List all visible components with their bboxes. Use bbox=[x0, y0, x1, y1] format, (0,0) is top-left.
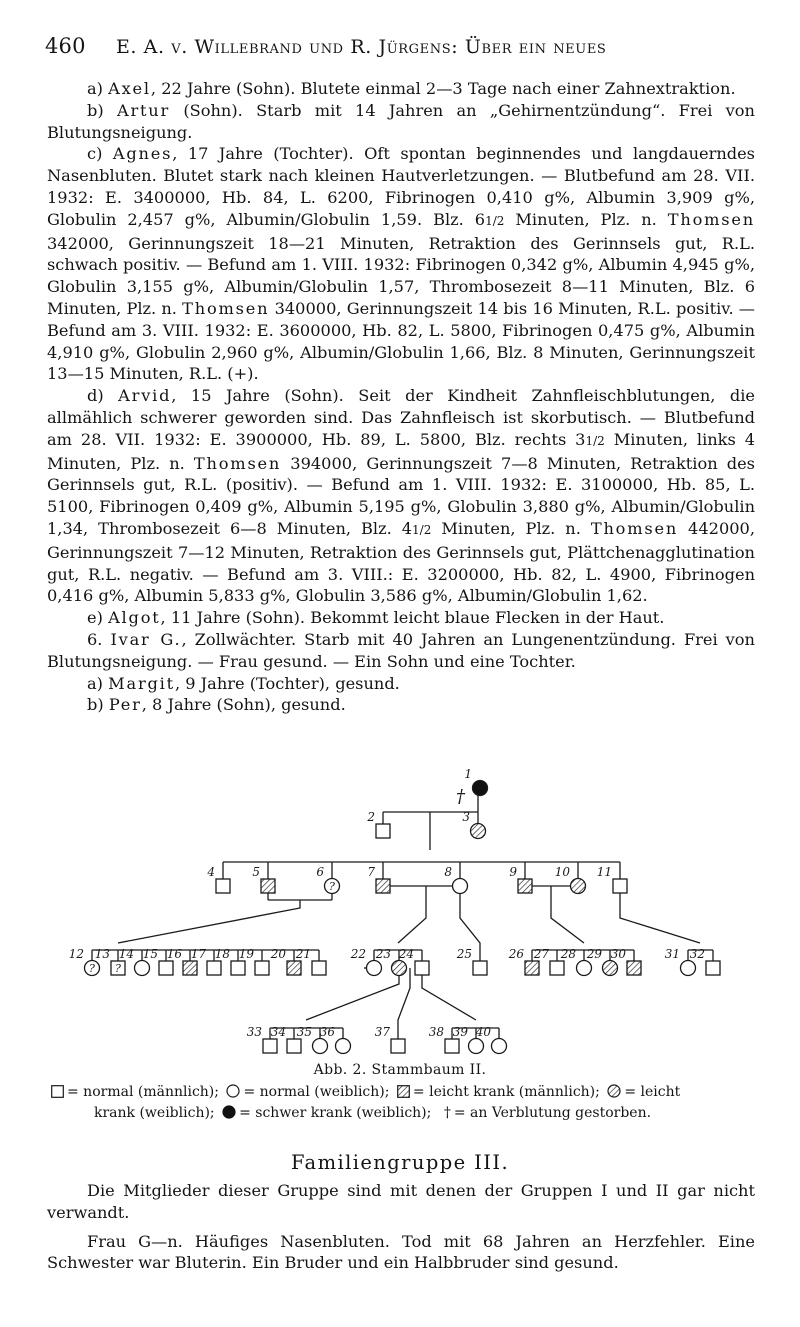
pedigree-number: 11 bbox=[596, 865, 612, 879]
pedigree-figure bbox=[40, 758, 760, 1078]
pedigree-number: 29 bbox=[586, 947, 602, 961]
person-17-male-square bbox=[207, 961, 221, 975]
person-22-female-circle bbox=[367, 961, 382, 976]
question-mark-glyph: ? bbox=[115, 962, 121, 975]
person-name: Ivar G. bbox=[110, 629, 182, 649]
entry-artur: b) Artur (Sohn). Starb mit 14 Jahren an „Gehirnentzündung“. Frei von Blutungsneigung. bbox=[47, 100, 755, 142]
case-entries bbox=[47, 78, 755, 716]
pedigree-number: 28 bbox=[560, 947, 576, 961]
section-title: Familiengruppe III. bbox=[290, 1151, 510, 1174]
pedigree-number: 10 bbox=[554, 865, 570, 879]
person-28-female-circle bbox=[577, 961, 592, 976]
person-21-male-square bbox=[312, 961, 326, 975]
person-37-male-square bbox=[391, 1039, 405, 1053]
dagger-icon: † bbox=[456, 786, 465, 807]
pedigree-line bbox=[398, 886, 426, 943]
pedigree-number: 6 bbox=[316, 865, 324, 879]
person-name: Agnes bbox=[112, 144, 173, 164]
pedigree-number: 23 bbox=[375, 947, 391, 961]
pedigree-number: 7 bbox=[367, 865, 375, 879]
entry-ivar: 6. Ivar G., Zollwächter. Starb mit 40 Jahren an Lungenentzündung. Frei von Blutungsneigung. — Frau gesund. — Ein Sohn und eine Tochter. bbox=[47, 629, 755, 671]
light-male-symbol bbox=[397, 1085, 410, 1098]
legend-light-female-cont: krank (weiblich); bbox=[94, 1105, 215, 1121]
person-23-female-circle bbox=[392, 961, 407, 976]
pedigree-number: 3 bbox=[462, 810, 470, 824]
pedigree-number: 4 bbox=[207, 865, 215, 879]
person-29-female-circle bbox=[603, 961, 618, 976]
person-19-male-square bbox=[255, 961, 269, 975]
person-4-male-square bbox=[216, 879, 230, 893]
pedigree-number: 14 bbox=[118, 947, 134, 961]
section-body bbox=[47, 1180, 755, 1274]
legend-light-male: = leicht krank (männlich); bbox=[412, 1084, 600, 1100]
person-14-female-circle bbox=[135, 961, 150, 976]
pedigree-number: 13 bbox=[94, 947, 110, 961]
pedigree-number: 8 bbox=[444, 865, 452, 879]
pedigree-number: 26 bbox=[508, 947, 524, 961]
pedigree-number: 37 bbox=[374, 1025, 390, 1039]
pedigree-number: 15 bbox=[142, 947, 158, 961]
person-3-female-circle bbox=[471, 824, 486, 839]
legend-severe-female: = schwer krank (weiblich); bbox=[239, 1105, 432, 1121]
pedigree-number: 18 bbox=[214, 947, 230, 961]
person-32-male-square bbox=[706, 961, 720, 975]
pedigree-number: 27 bbox=[533, 947, 549, 961]
pedigree-line bbox=[422, 975, 476, 1020]
normal-male-symbol bbox=[51, 1085, 64, 1098]
pedigree-number: 22 bbox=[350, 947, 366, 961]
pedigree-number: 35 bbox=[296, 1025, 312, 1039]
pedigree-number: 33 bbox=[246, 1025, 262, 1039]
person-35-female-circle bbox=[313, 1039, 328, 1054]
person-15-male-square bbox=[159, 961, 173, 975]
entry-margit: a) Margit, 9 Jahre (Tochter), gesund. bbox=[87, 673, 400, 693]
figure-legend bbox=[48, 1082, 760, 1124]
pedigree-line bbox=[306, 975, 399, 1020]
pedigree-number: 1 bbox=[464, 767, 472, 781]
person-7-male-square bbox=[376, 879, 390, 893]
pedigree-line bbox=[620, 893, 700, 943]
person-30-male-square bbox=[627, 961, 641, 975]
person-33-male-square bbox=[263, 1039, 277, 1053]
pedigree-number: 36 bbox=[319, 1025, 335, 1039]
running-title: E. A. v. Willebrand und R. Jürgens: Über ein neues bbox=[115, 36, 607, 58]
person-2-male-square bbox=[376, 824, 390, 838]
person-40-female-circle bbox=[492, 1039, 507, 1054]
section-paragraph: Frau G—n. Häufiges Nasenbluten. Tod mit 68 Jahren an Herzfehler. Eine Schwester war Bluterin. Ein Bruder und ein Halbbruder sind gesund. bbox=[47, 1231, 755, 1273]
pedigree-line bbox=[551, 886, 584, 943]
legend-normal-female: = normal (weiblich); bbox=[243, 1084, 390, 1100]
person-name: Algot bbox=[108, 608, 161, 628]
pedigree-line bbox=[398, 968, 410, 1039]
person-36-female-circle bbox=[336, 1039, 351, 1054]
legend-bled-to-death: = an Verblutung gestorben. bbox=[453, 1105, 652, 1121]
person-8-female-circle bbox=[453, 879, 468, 894]
person-9-male-square bbox=[518, 879, 532, 893]
pedigree-number: 31 bbox=[664, 947, 680, 961]
person-24-male-square bbox=[415, 961, 429, 975]
person-27-male-square bbox=[550, 961, 564, 975]
person-18-male-square bbox=[231, 961, 245, 975]
pedigree-line bbox=[118, 900, 300, 943]
pedigree-number: 9 bbox=[509, 865, 517, 879]
pedigree-number: 19 bbox=[238, 947, 254, 961]
entry-agnes: c) Agnes, 17 Jahre (Tochter). Oft spontan beginnendes und langdauerndes Nasenbluten. Blutet stark nach kleinen Hautverletzungen. — Blutbefund am 28. VII. 1932: E. 3400000, Hb. 84, L. 6200, Fibrinogen 0,410 g%, Albumin 3,909 g%, Globulin 2,457 g%, Albumin/Globulin 1,59. Blz. 61/2 Minuten, Plz. n. Thomsen 342000, Gerinnungszeit 18—21 Minuten, Retraktion des Gerinnsels gut, R.L. schwach positiv. — Befund am 1. VIII. 1932: Fibrinogen 0,342 g%, Albumin 4,945 g%, Globulin 3,155 g%, Albumin/Globulin 1,57, Thrombosezeit 8—11 Minuten, Blz. 6 Minuten, Plz. n. Thomsen 340000, Gerinnungszeit 14 bis 16 Minuten, R.L. positiv. — Befund am 3. VIII. 1932: E. 3600000, Hb. 82, L. 5800, Fibrinogen 0,475 g%, Albumin 4,910 g%, Globulin 2,960 g%, Albumin/Globulin 1,66, Blz. 8 Minuten, Gerinnungszeit 13—15 Minuten, R.L. (+). bbox=[47, 144, 755, 384]
pedigree-number: 2 bbox=[367, 810, 375, 824]
normal-female-symbol bbox=[226, 1084, 240, 1098]
pedigree-number: 40 bbox=[475, 1025, 491, 1039]
question-mark-glyph: ? bbox=[329, 880, 335, 893]
question-mark-glyph: ? bbox=[89, 962, 95, 975]
figure-caption: Abb. 2. Stammbaum II. bbox=[313, 1062, 487, 1078]
pedigree-number: 24 bbox=[398, 947, 414, 961]
section-paragraph: Die Mitglieder dieser Gruppe sind mit denen der Gruppen I und II gar nicht verwandt. bbox=[47, 1181, 755, 1222]
legend-light-female: = leicht bbox=[624, 1084, 681, 1100]
pedigree-chart bbox=[40, 758, 760, 1078]
pedigree-number: 21 bbox=[295, 947, 311, 961]
person-38-male-square bbox=[445, 1039, 459, 1053]
person-16-male-square bbox=[183, 961, 197, 975]
entry-per: b) Per, 8 Jahre (Sohn), gesund. bbox=[87, 695, 346, 715]
person-25-male-square bbox=[473, 961, 487, 975]
person-20-male-square bbox=[287, 961, 301, 975]
pedigree-number: 25 bbox=[456, 947, 472, 961]
person-26-male-square bbox=[525, 961, 539, 975]
running-header bbox=[45, 34, 765, 58]
entry-arvid: d) Arvid, 15 Jahre (Sohn). Seit der Kindheit Zahnfleischblutungen, die allmählich schwerer geworden sind. Das Zahnfleisch ist skorbutisch. — Blutbefund am 28. VII. 1932: E. 3900000, Hb. 89, L. 5800, Blz. rechts 31/2 Minuten, links 4 Minuten, Plz. n. Thomsen 394000, Gerinnungszeit 7—8 Minuten, Retraktion des Gerinnsels gut, R.L. (positiv). — Befund am 1. VIII. 1932: E. 3100000, Hb. 85, L. 5100, Fibrinogen 0,409 g%, Albumin 5,195 g%, Globulin 3,880 g%, Albumin/Globulin 1,34, Thrombosezeit 6—8 Minuten, Blz. 41/2 Minuten, Plz. n. Thomsen 442000, Gerinnungszeit 7—12 Minuten, Retraktion des Gerinnsels gut, Plättchenagglutination gut, R.L. negativ. — Befund am 3. VIII.: E. 3200000, Hb. 82, L. 4900, Fibrinogen 0,416 g%, Albumin 5,833 g%, Globulin 3,586 g%, Albumin/Globulin 1,62. bbox=[47, 386, 755, 606]
entry-algot: e) Algot, 11 Jahre (Sohn). Bekommt leicht blaue Flecken in der Haut. bbox=[87, 608, 665, 628]
entry-axel: a) Axel, 22 Jahre (Sohn). Blutete einmal 2—3 Tage nach einer Zahnextraktion. bbox=[87, 79, 736, 98]
light-female-symbol bbox=[607, 1084, 621, 1098]
person-name: Per bbox=[108, 695, 142, 715]
severe-female-symbol bbox=[222, 1105, 236, 1119]
dagger-icon: † bbox=[443, 1105, 451, 1121]
pedigree-number: 30 bbox=[610, 947, 626, 961]
person-1-female-circle bbox=[473, 781, 488, 796]
person-34-male-square bbox=[287, 1039, 301, 1053]
pedigree-number: 16 bbox=[166, 947, 182, 961]
pedigree-number: 34 bbox=[270, 1025, 286, 1039]
person-5-male-square bbox=[261, 879, 275, 893]
person-name: Axel bbox=[108, 79, 151, 98]
pedigree-number: 5 bbox=[252, 865, 260, 879]
pedigree-number: 39 bbox=[452, 1025, 468, 1039]
person-31-female-circle bbox=[681, 961, 696, 976]
person-name: Artur bbox=[116, 100, 171, 120]
pedigree-number: 38 bbox=[428, 1025, 444, 1039]
person-name: Arvid bbox=[118, 386, 172, 406]
person-39-female-circle bbox=[469, 1039, 484, 1054]
legend-normal-male: = normal (männlich); bbox=[67, 1084, 219, 1100]
pedigree-number: 17 bbox=[190, 947, 206, 961]
page-number: 460 bbox=[45, 34, 86, 58]
pedigree-number: 32 bbox=[689, 947, 705, 961]
person-10-female-circle bbox=[571, 879, 586, 894]
person-name: Margit bbox=[108, 673, 175, 693]
pedigree-number: 20 bbox=[270, 947, 286, 961]
pedigree-number: 12 bbox=[68, 947, 84, 961]
person-11-male-square bbox=[613, 879, 627, 893]
